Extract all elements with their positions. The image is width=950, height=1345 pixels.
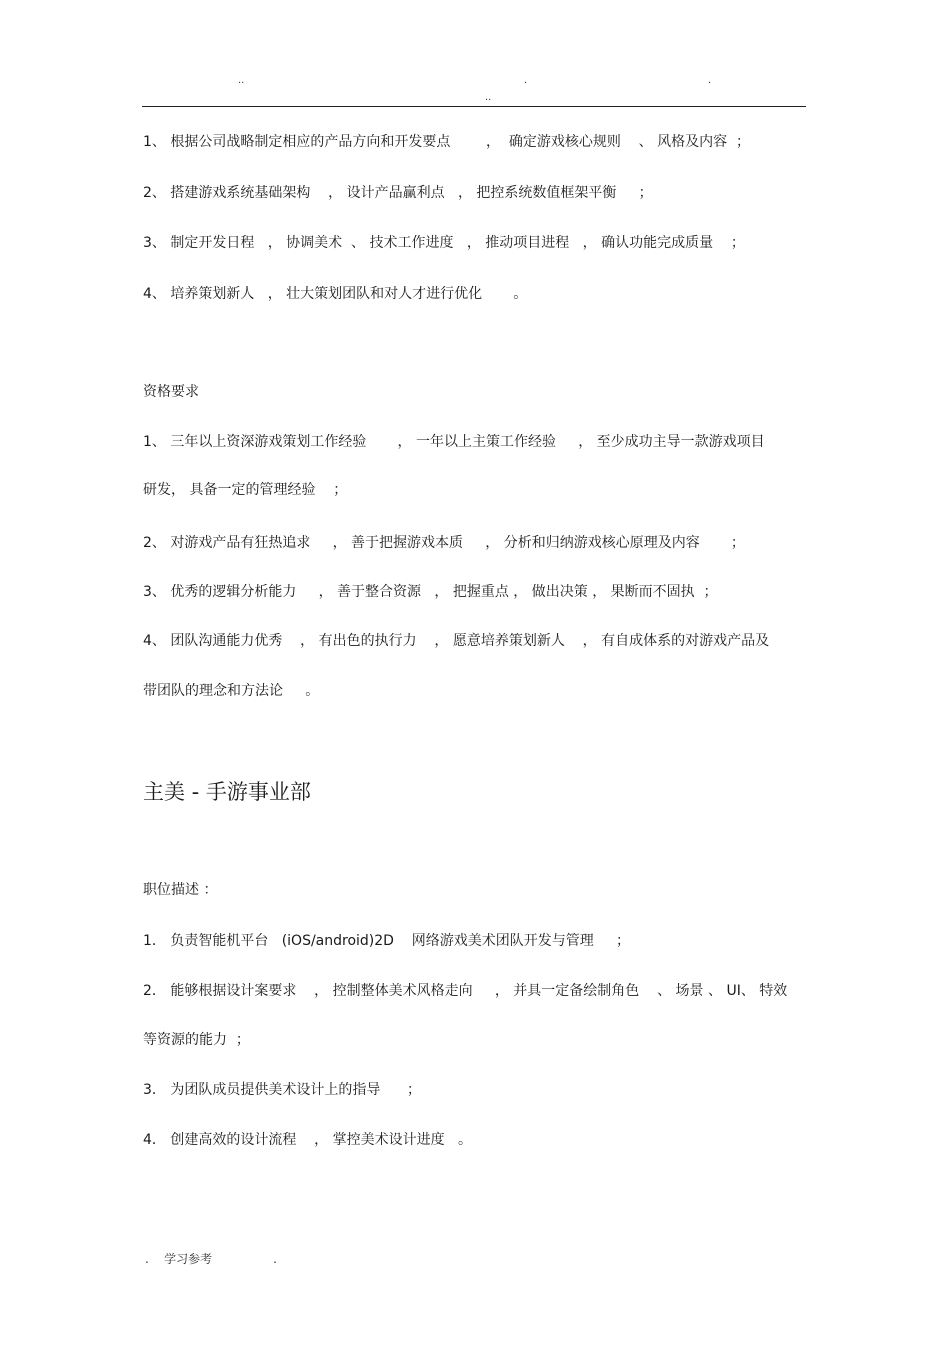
header-rule <box>142 106 806 107</box>
responsibility-item: 1、 根据公司战略制定相应的产品方向和开发要点 ， 确定游戏核心规则 、 风格及内容 ； <box>143 134 751 150</box>
responsibility-item: 3、 制定开发日程 ， 协调美术 、 技术工作进度 ， 推动项目进程 ， 确认功能完成质量 ； <box>143 235 745 251</box>
section-heading: 主美 - 手游事业部 <box>143 780 311 804</box>
job-description-line: 4． 创建高效的设计流程 ， 掌控美术设计进度 。 <box>143 1132 472 1148</box>
qualification-line: 研发， 具备一定的管理经验 ； <box>143 482 348 498</box>
qualification-line: 带团队的理念和方法论 。 <box>143 683 320 699</box>
job-description-line: 1． 负责智能机平台 (iOS/android)2D 网络游戏美术团队开发与管理 ； <box>143 933 631 949</box>
responsibility-item: 2、 搭建游戏系统基础架构 ， 设计产品赢利点 ， 把控系统数值框架平衡 ； <box>143 185 653 201</box>
job-description-line: 等资源的能力 ； <box>143 1032 250 1048</box>
qualifications-title: 资格要求 <box>143 384 199 400</box>
qualification-line: 1、 三年以上资深游戏策划工作经验 ， 一年以上主策工作经验 ， 至少成功主导一款游戏项目 <box>143 434 765 450</box>
qualification-line: 4、 团队沟通能力优秀 ， 有出色的执行力 ， 愿意培养策划新人 ， 有自成体系的对游戏产品及 <box>143 633 770 649</box>
header-dot: . <box>524 75 528 86</box>
job-description-title: 职位描述 ： <box>143 882 218 898</box>
qualification-line: 2、 对游戏产品有狂热追求 ， 善于把握游戏本质 ， 分析和归纳游戏核心原理及内容 ； <box>143 535 745 551</box>
header-dot: .. <box>485 92 492 103</box>
header-dot: .. <box>238 75 245 86</box>
responsibility-item: 4、 培养策划新人 ， 壮大策划团队和对人才进行优化 。 <box>143 286 528 302</box>
job-description-line: 2． 能够根据设计案要求 ， 控制整体美术风格走向 ， 并具一定备绘制角色 、 场景 、 UI、 特效 <box>143 983 788 999</box>
qualification-line: 3、 优秀的逻辑分析能力 ， 善于整合资源 ， 把握重点 ， 做出决策 ， 果断而不固执 ； <box>143 584 718 600</box>
header-dot: . <box>708 75 712 86</box>
job-description-line: 3． 为团队成员提供美术设计上的指导 ； <box>143 1082 422 1098</box>
page-footer: . 学习参考 . <box>145 1252 277 1266</box>
